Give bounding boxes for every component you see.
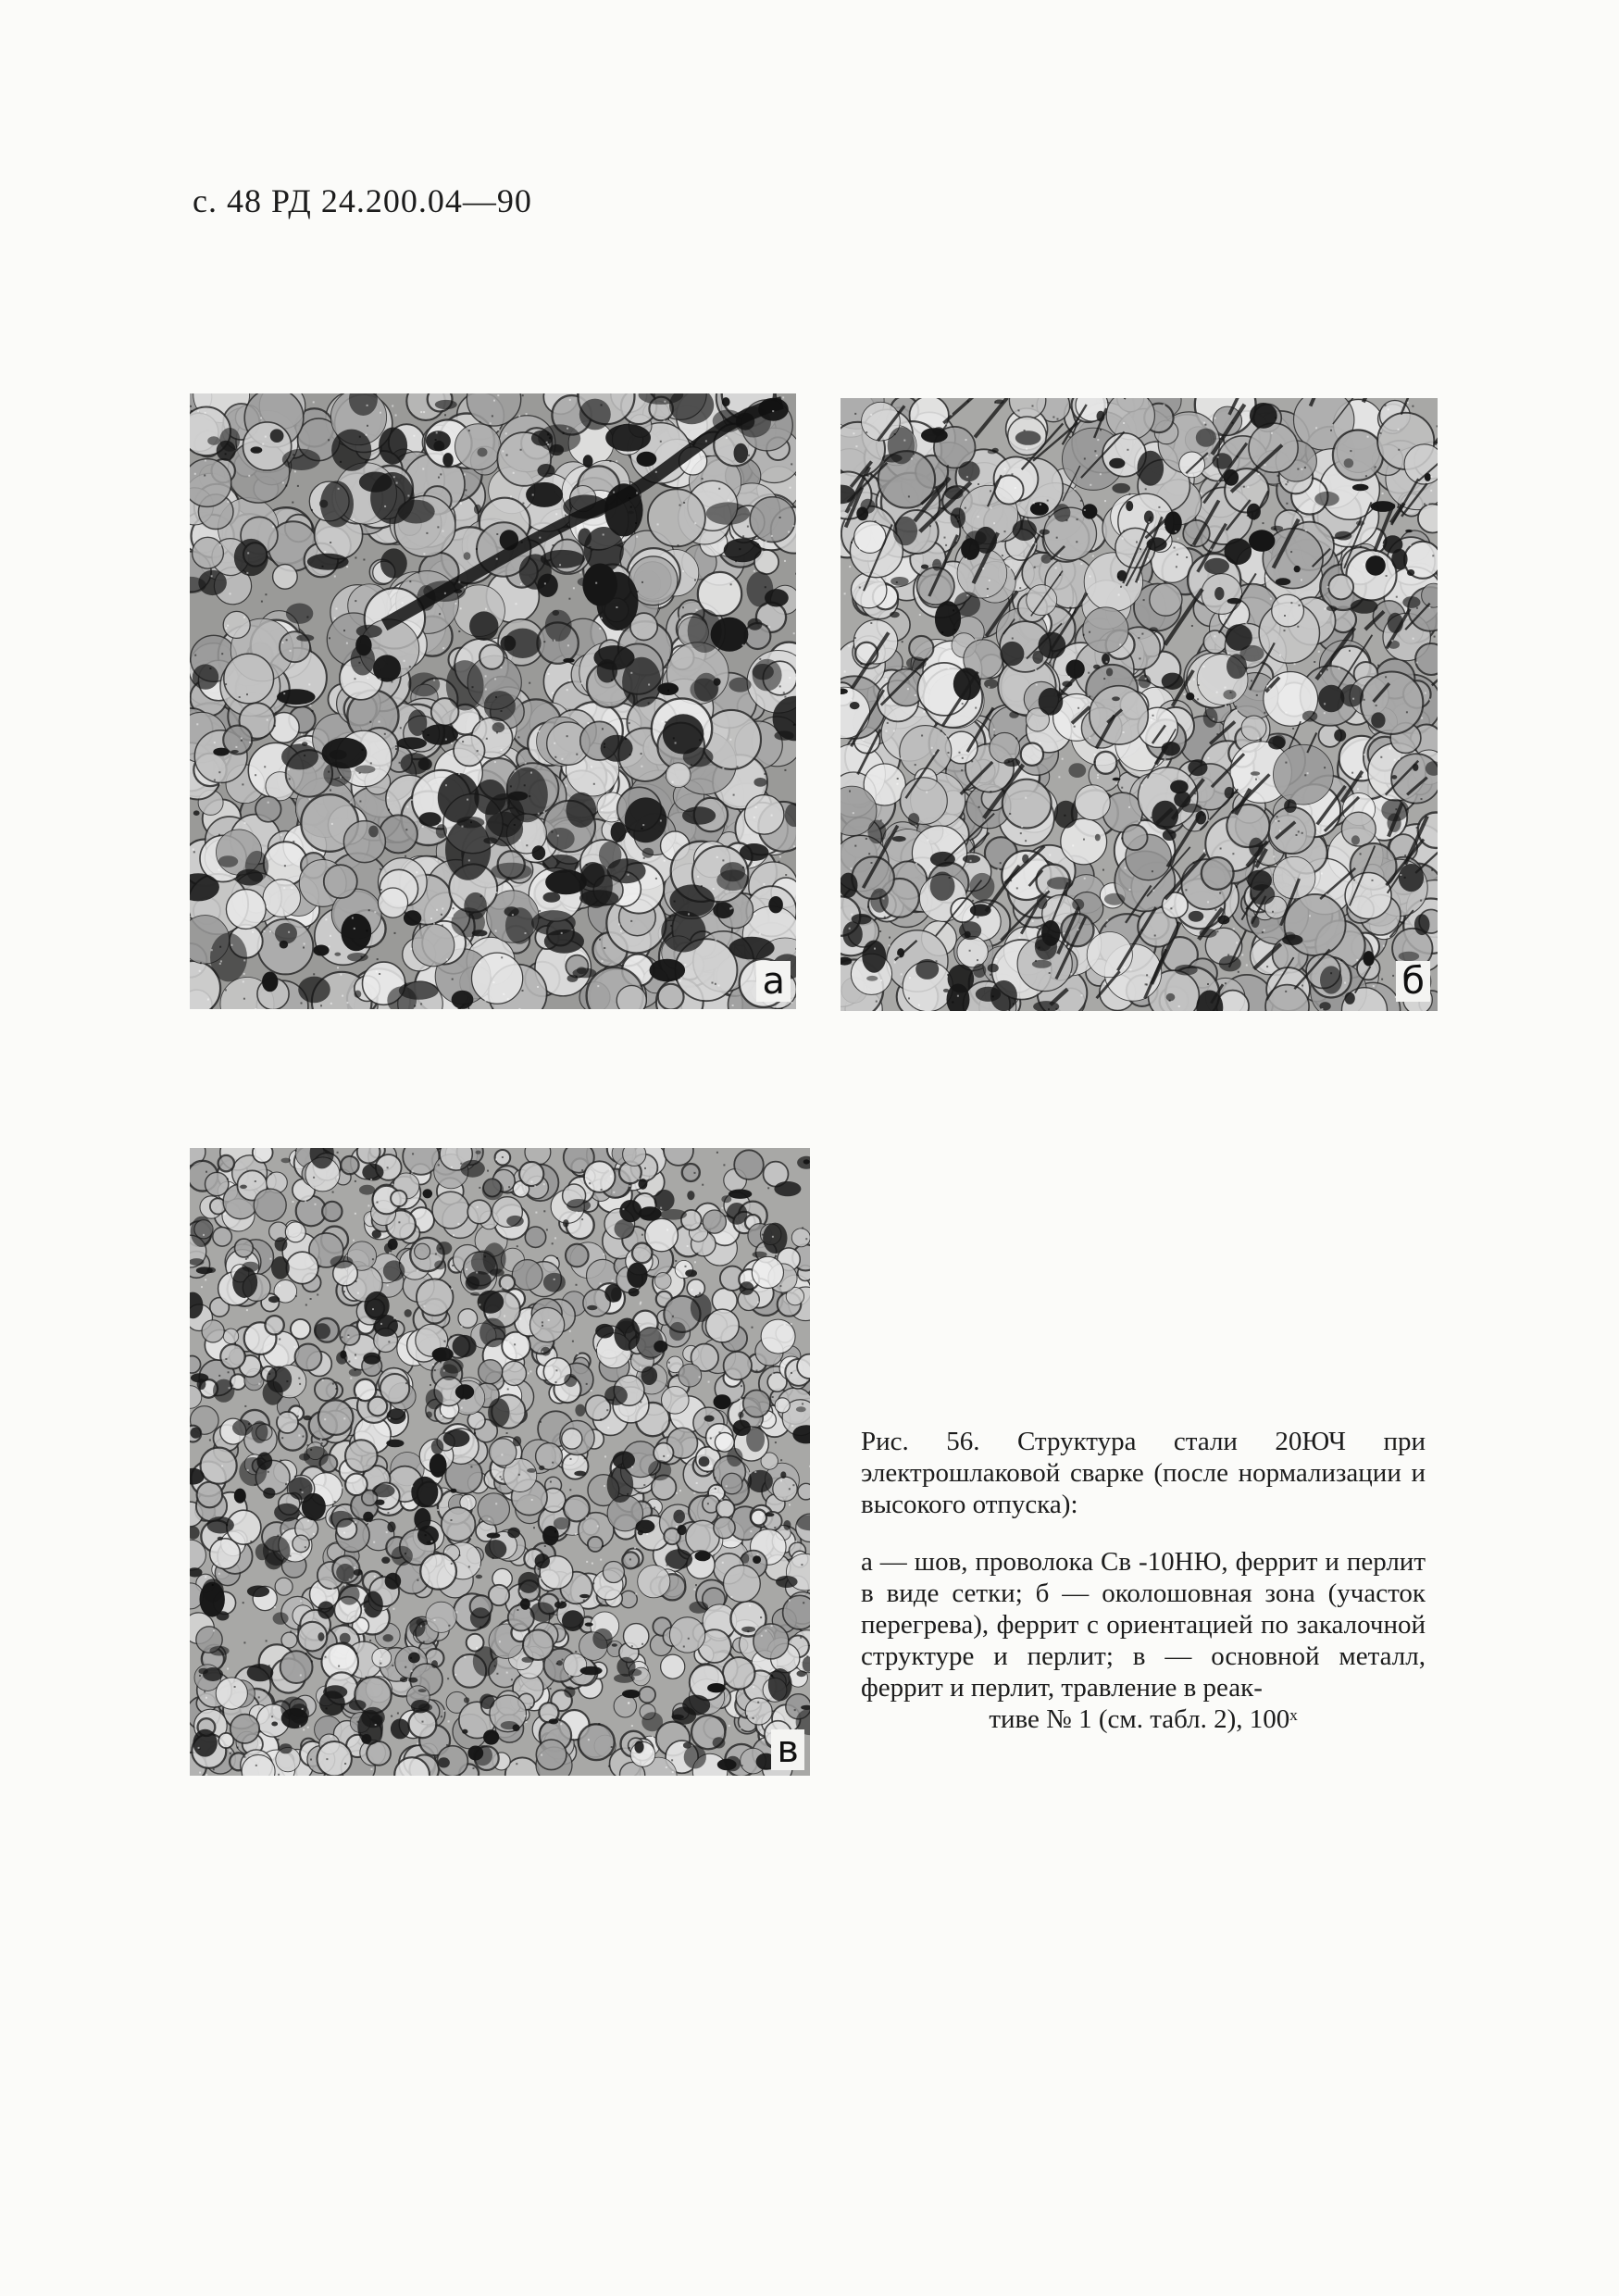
figure-caption [861, 1426, 1426, 1735]
panel-label-a: а [756, 961, 791, 1002]
micrograph-v [190, 1148, 810, 1776]
caption-title: Рис. 56. Структура стали 20ЮЧ при электрошлаковой сварке (после нормализации и высокого отпуска): [861, 1427, 1426, 1519]
panel-label-v: в [771, 1729, 804, 1770]
caption-legend-end: тиве № 1 (см. табл. 2), 100ˣ [989, 1704, 1298, 1734]
micrograph-texture [190, 1148, 810, 1776]
micrograph-texture [841, 398, 1438, 1011]
micrograph-texture [190, 393, 796, 1009]
caption-legend: а — шов, проволока Св -10НЮ, феррит и перлит в виде сетки; б — околошовная зона (участок перегрева), феррит с ориентацией по закалочной структуре и перлит; в — основной металл, феррит и перлит, травление в реак- [861, 1547, 1426, 1703]
micrograph-b [841, 398, 1438, 1011]
page-header: с. 48 РД 24.200.04—90 [193, 182, 532, 219]
panel-label-b: б [1396, 961, 1430, 1002]
micrograph-a [190, 393, 796, 1009]
